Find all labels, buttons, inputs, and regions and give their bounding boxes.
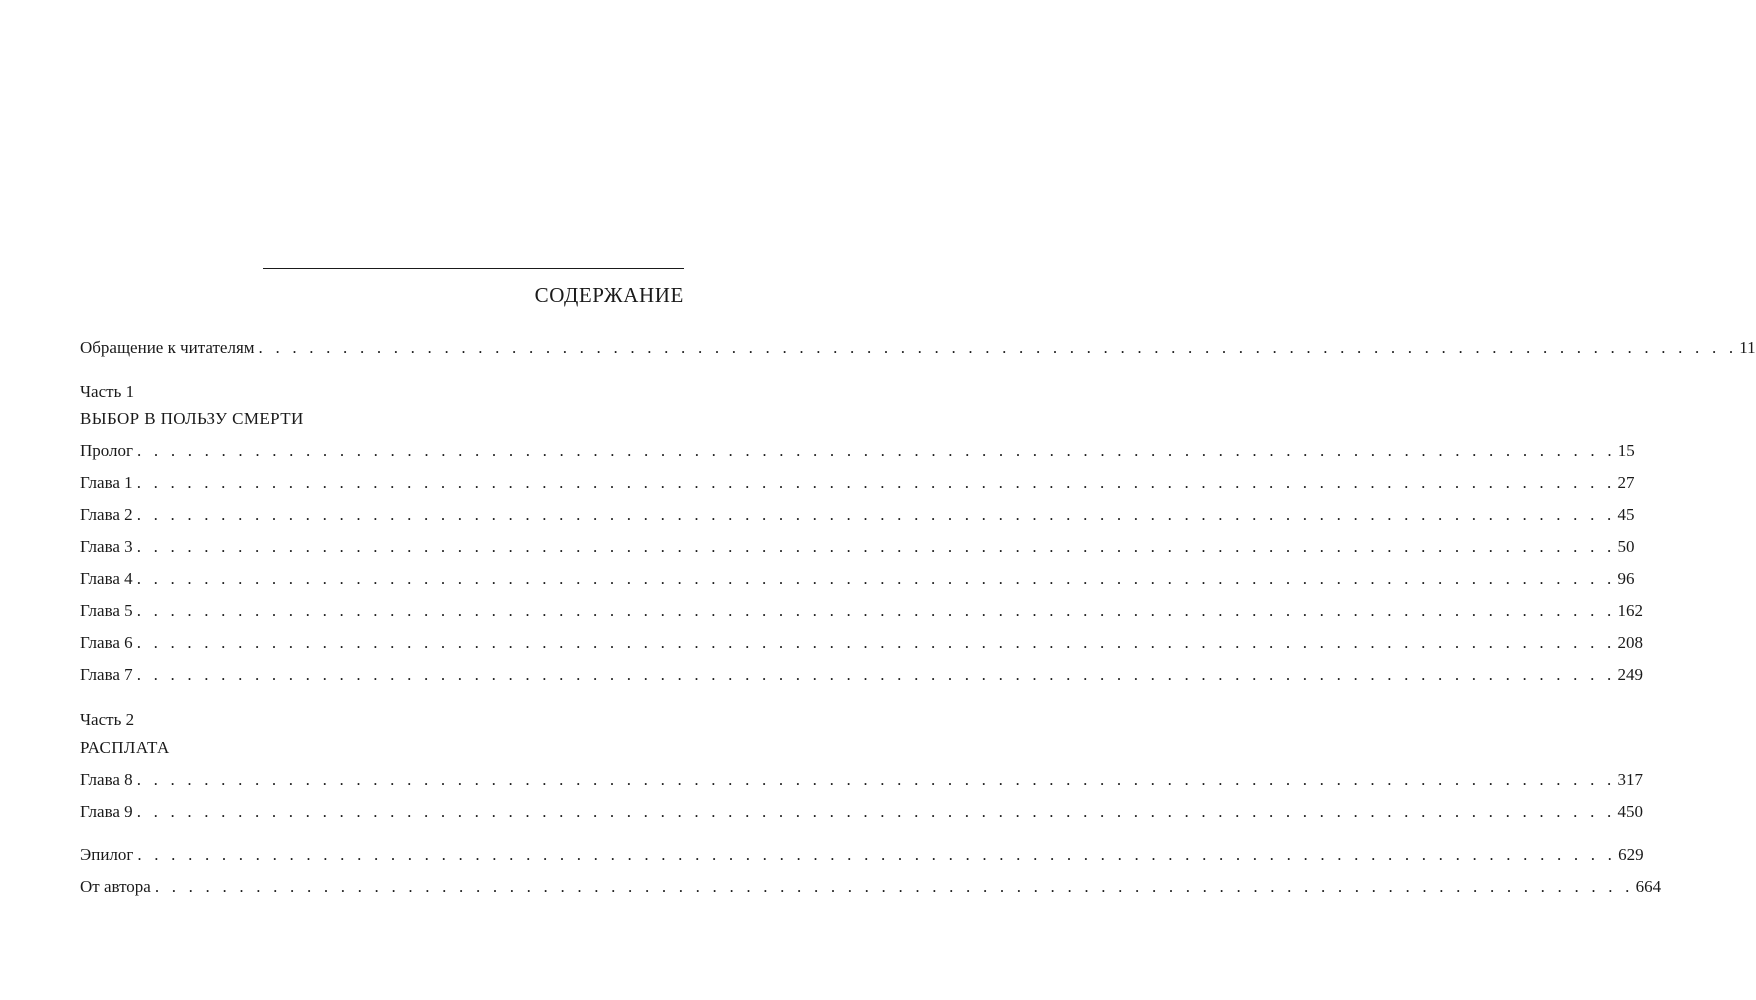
toc-entry-label: Глава 5 [80, 601, 133, 620]
toc-entry-chapter-6[interactable] [80, 632, 1643, 654]
toc-entry-label: Пролог [80, 441, 134, 460]
toc-entry-label: Глава 7 [80, 665, 133, 684]
toc-entry-page: 450 [1617, 802, 1643, 821]
toc-entry-page: 45 [1617, 505, 1635, 524]
toc-entry-page: 11 [1739, 338, 1756, 357]
toc-entry-label: Глава 8 [80, 770, 133, 789]
page-title: СОДЕРЖАНИЕ [534, 283, 684, 307]
dot-leader: . . . . . . . . . . . . . . . . . . . . . . . . . . . . . . . . . . . . . . . . . . . . . . . . . . . . . . . . . . . . . . . . . . . . . . . . . . . . . . . . . . . . . . . . [136, 569, 1616, 588]
toc-entry-label: Глава 4 [80, 569, 133, 588]
toc-entry-page: 208 [1617, 633, 1643, 652]
dot-leader: . . . . . . . . . . . . . . . . . . . . . . . . . . . . . . . . . . . . . . . . . . . . . . . . . . . . . . . . . . . . . . . . . . . . . . . . . . . . . . . . . . . . . . . . [154, 877, 1634, 896]
toc-entry-page: 317 [1617, 770, 1643, 789]
dot-leader: . . . . . . . . . . . . . . . . . . . . . . . . . . . . . . . . . . . . . . . . . . . . . . . . . . . . . . . . . . . . . . . . . . . . . . . . . . . . . . . . . . . . . . . . [136, 505, 1616, 524]
toc-entry-intro[interactable] [80, 337, 1756, 359]
toc-entry-prologue[interactable] [80, 440, 1635, 462]
dot-leader: . . . . . . . . . . . . . . . . . . . . . . . . . . . . . . . . . . . . . . . . . . . . . . . . . . . . . . . . . . . . . . . . . . . . . . . . . . . . . . . . . . . . . . . . [258, 338, 1738, 357]
toc-entry-label: Глава 2 [80, 505, 133, 524]
toc-entry-page: 96 [1617, 569, 1635, 588]
toc-entry-chapter-3[interactable] [80, 536, 1635, 558]
toc-entry-chapter-1[interactable] [80, 472, 1635, 494]
part-1-title: ВЫБОР В ПОЛЬЗУ СМЕРТИ [80, 409, 304, 428]
dot-leader: . . . . . . . . . . . . . . . . . . . . . . . . . . . . . . . . . . . . . . . . . . . . . . . . . . . . . . . . . . . . . . . . . . . . . . . . . . . . . . . . . . . . . . . . [137, 845, 1617, 864]
dot-leader: . . . . . . . . . . . . . . . . . . . . . . . . . . . . . . . . . . . . . . . . . . . . . . . . . . . . . . . . . . . . . . . . . . . . . . . . . . . . . . . . . . . . . . . . [136, 601, 1616, 620]
toc-entry-epilogue[interactable] [80, 844, 1644, 866]
toc-entry-page: 50 [1617, 537, 1635, 556]
toc-entry-label: Глава 9 [80, 802, 133, 821]
title-rule [263, 268, 684, 269]
toc-entry-label: Глава 3 [80, 537, 133, 556]
dot-leader: . . . . . . . . . . . . . . . . . . . . . . . . . . . . . . . . . . . . . . . . . . . . . . . . . . . . . . . . . . . . . . . . . . . . . . . . . . . . . . . . . . . . . . . . [136, 802, 1616, 821]
toc-entry-afterword[interactable] [80, 876, 1662, 898]
dot-leader: . . . . . . . . . . . . . . . . . . . . . . . . . . . . . . . . . . . . . . . . . . . . . . . . . . . . . . . . . . . . . . . . . . . . . . . . . . . . . . . . . . . . . . . . [136, 770, 1616, 789]
toc-entry-chapter-9[interactable] [80, 801, 1643, 823]
part-2-title: РАСПЛАТА [80, 738, 170, 757]
toc-entry-page: 664 [1635, 877, 1662, 896]
dot-leader: . . . . . . . . . . . . . . . . . . . . . . . . . . . . . . . . . . . . . . . . . . . . . . . . . . . . . . . . . . . . . . . . . . . . . . . . . . . . . . . . . . . . . . . . [136, 665, 1616, 684]
toc-entry-chapter-8[interactable] [80, 769, 1643, 791]
part-1-heading: Часть 1 [80, 382, 135, 401]
toc-entry-label: Глава 1 [80, 473, 133, 492]
toc-entry-label: Обращение к читателям [80, 338, 255, 357]
dot-leader: . . . . . . . . . . . . . . . . . . . . . . . . . . . . . . . . . . . . . . . . . . . . . . . . . . . . . . . . . . . . . . . . . . . . . . . . . . . . . . . . . . . . . . . . [136, 633, 1616, 652]
dot-leader: . . . . . . . . . . . . . . . . . . . . . . . . . . . . . . . . . . . . . . . . . . . . . . . . . . . . . . . . . . . . . . . . . . . . . . . . . . . . . . . . . . . . . . . . [136, 473, 1616, 492]
toc-entry-page: 15 [1617, 441, 1635, 460]
part-2-heading: Часть 2 [80, 710, 135, 729]
toc-entry-label: Глава 6 [80, 633, 133, 652]
toc-entry-label: Эпилог [80, 845, 134, 864]
toc-entry-page: 249 [1617, 665, 1643, 684]
dot-leader: . . . . . . . . . . . . . . . . . . . . . . . . . . . . . . . . . . . . . . . . . . . . . . . . . . . . . . . . . . . . . . . . . . . . . . . . . . . . . . . . . . . . . . . . [136, 537, 1616, 556]
toc-entry-page: 162 [1617, 601, 1643, 620]
toc-entry-chapter-4[interactable] [80, 568, 1635, 590]
dot-leader: . . . . . . . . . . . . . . . . . . . . . . . . . . . . . . . . . . . . . . . . . . . . . . . . . . . . . . . . . . . . . . . . . . . . . . . . . . . . . . . . . . . . . . . . [137, 441, 1616, 460]
toc-entry-label: От автора [80, 877, 151, 896]
toc-entry-chapter-7[interactable] [80, 664, 1643, 686]
toc-entry-page: 27 [1617, 473, 1635, 492]
toc-entry-page: 629 [1618, 845, 1644, 864]
toc-entry-chapter-5[interactable] [80, 600, 1643, 622]
toc-entry-chapter-2[interactable] [80, 504, 1635, 526]
